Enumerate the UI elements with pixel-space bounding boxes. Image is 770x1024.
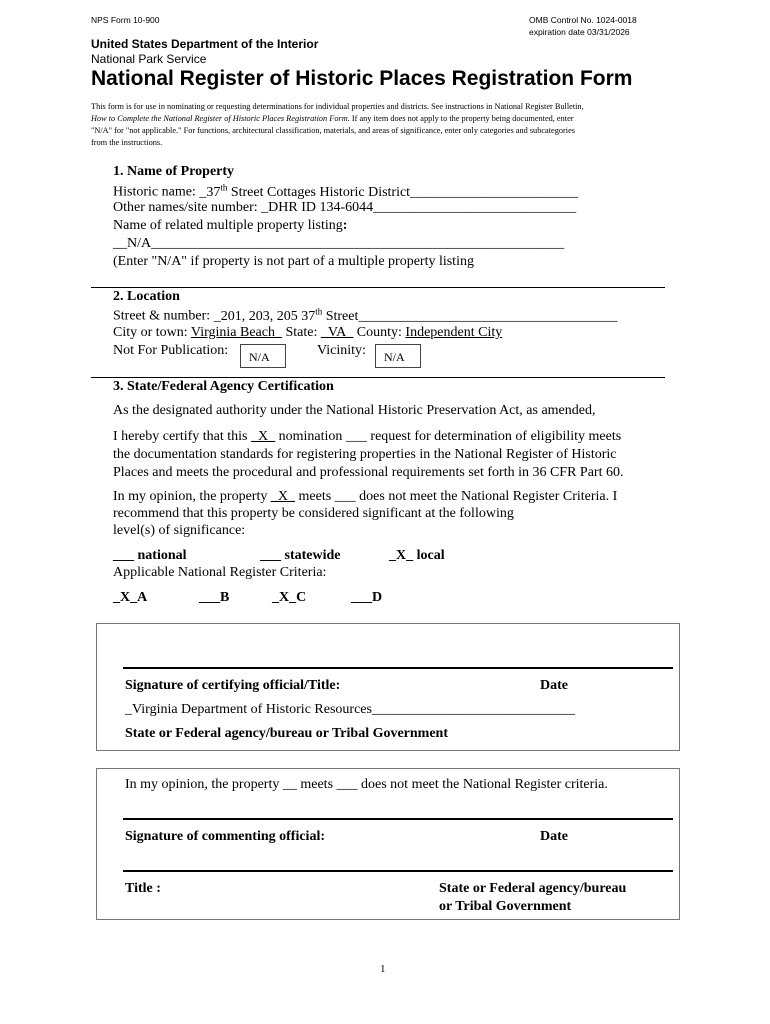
intro-bulletin-title: How to Complete the National Register of Historic Places Registration Form.	[91, 114, 350, 123]
certifying-agency-value: _Virginia Department of Historic Resources_____________________________	[125, 702, 575, 717]
nomination-mark: _X_	[251, 429, 276, 444]
intro-line-2	[91, 113, 584, 125]
intro-text	[91, 101, 584, 149]
street-label: Street & number:	[113, 308, 214, 324]
criteria-label: Applicable National Register Criteria:	[113, 565, 327, 580]
historic-name-value: _37th Street Cottages Historic District________________________	[199, 182, 579, 200]
level-local[interactable]: _X_ local	[389, 548, 445, 563]
city-value: Virginia Beach_	[190, 325, 282, 340]
commenting-agency-label-1: State or Federal agency/bureau	[439, 881, 627, 896]
commenting-title-label: Title :	[125, 881, 161, 896]
page-number: 1	[380, 963, 386, 975]
street-row	[113, 306, 617, 325]
opinion-statement: In my opinion, the property _X_ meets ___ does not meet the National Register Criteria. I recommend that this property be considered significant at the following level(s) of significance:	[113, 489, 618, 538]
related-listing-row	[113, 218, 347, 234]
expiration-date: expiration date 03/31/2026	[529, 27, 630, 37]
intro-line-4: from the instructions.	[91, 138, 163, 147]
city-row	[113, 325, 502, 341]
other-names-row	[113, 200, 576, 216]
certifying-signature-label: Signature of certifying official/Title:	[125, 678, 341, 693]
related-listing-value: __N/A___________________________________________________________	[113, 236, 565, 251]
intro-line-1: This form is for use in nominating or requesting determinations for individual properties and districts. See instructions in National Register Bulletin,	[91, 102, 584, 111]
not-for-publication-label: Not For Publication:	[113, 343, 229, 358]
county-label: County:	[353, 325, 406, 340]
commenting-agency-label-2: or Tribal Government	[439, 899, 572, 914]
other-names-value: _DHR ID 134-6044_____________________________	[261, 200, 577, 215]
criterion-d[interactable]: ___D	[351, 590, 383, 605]
related-listing-colon: :	[342, 218, 348, 233]
section-1-heading: 1. Name of Property	[113, 164, 235, 179]
section-2-heading: 2. Location	[113, 289, 180, 304]
section-divider	[91, 377, 665, 378]
street-value: _201, 203, 205 37th Street_____________________________________	[213, 306, 618, 324]
not-for-publication-field[interactable]: N/A	[240, 344, 286, 368]
signature-line[interactable]	[123, 870, 673, 872]
form-title: National Register of Historic Places Registration Form	[91, 67, 633, 90]
meets-mark: _X_	[270, 489, 295, 504]
intro-line-2-rest: If any item does not apply to the property being documented, enter	[349, 114, 574, 123]
omb-control-number: OMB Control No. 1024-0018	[529, 15, 637, 25]
level-national[interactable]: ___ national	[113, 548, 187, 563]
authority-statement: As the designated authority under the National Historic Preservation Act, as amended,	[113, 403, 596, 418]
vicinity-field[interactable]: N/A	[375, 344, 421, 368]
related-listing-note: (Enter "N/A" if property is not part of a multiple property listing	[113, 254, 474, 269]
other-names-label: Other names/site number:	[113, 200, 262, 215]
commenting-opinion: In my opinion, the property __ meets ___ does not meet the National Register criteria.	[125, 777, 608, 792]
signature-line[interactable]	[123, 818, 673, 820]
state-label: State:	[281, 325, 321, 340]
state-value: _VA_	[320, 325, 354, 340]
related-listing-label: Name of related multiple property listing	[113, 218, 343, 233]
criterion-a[interactable]: _X_A	[113, 590, 148, 605]
commenting-date-label: Date	[540, 829, 568, 844]
criterion-b[interactable]: ___B	[199, 590, 230, 605]
section-divider	[91, 287, 665, 288]
service-name: National Park Service	[91, 52, 207, 66]
certification-statement: I hereby certify that this _X_ nomination ___ request for determination of eligibility meets the documentation standards for registering properties in the National Register of Historic Places and meets the procedural and professional requirements set forth in 36 CFR Part 60.	[113, 429, 624, 480]
signature-line[interactable]	[123, 667, 673, 669]
county-value: Independent City	[405, 325, 503, 340]
section-3-heading: 3. State/Federal Agency Certification	[113, 379, 334, 394]
level-statewide[interactable]: ___ statewide	[260, 548, 341, 563]
intro-line-3: "N/A" for "not applicable." For functions, architectural classification, materials, and areas of significance, enter only categories and subcategories	[91, 126, 575, 135]
department-name: United States Department of the Interior	[91, 37, 319, 51]
city-label: City or town:	[113, 325, 191, 340]
commenting-signature-label: Signature of commenting official:	[125, 829, 325, 844]
certifying-date-label: Date	[540, 678, 568, 693]
historic-name-row	[113, 182, 578, 201]
certifying-agency-label: State or Federal agency/bureau or Tribal Government	[125, 726, 449, 741]
form-number: NPS Form 10-900	[91, 15, 160, 25]
historic-name-label: Historic name:	[113, 184, 200, 200]
vicinity-label: Vicinity:	[317, 343, 366, 358]
criterion-c[interactable]: _X_C	[272, 590, 307, 605]
